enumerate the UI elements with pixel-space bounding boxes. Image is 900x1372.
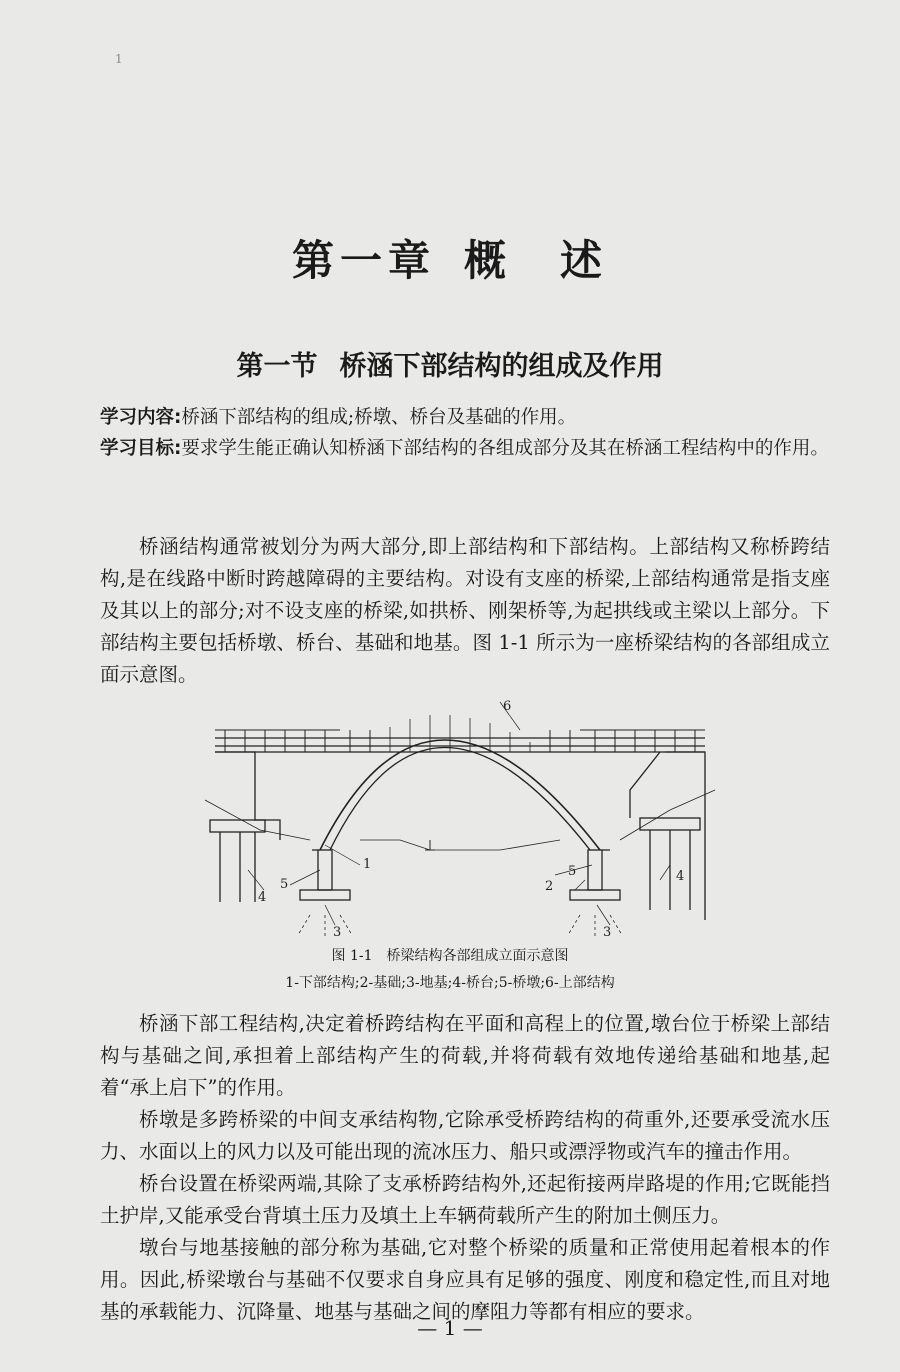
chapter-title xyxy=(0,228,900,288)
soil-hatch xyxy=(298,915,622,937)
study-content xyxy=(100,402,830,433)
chapter-number: 第一章 xyxy=(291,236,436,285)
section-title xyxy=(0,344,900,383)
label-3a: 3 xyxy=(333,925,342,940)
header-mark: 1 xyxy=(115,52,123,66)
deck xyxy=(215,738,705,752)
paragraph: 桥涵下部工程结构,决定着桥跨结构在平面和高程上的位置,墩台位于桥梁上部结构与基础之间,承担着上部结构产生的荷载,并将荷载有效地传递给基础和地基,起着“承上启下”的作用。 xyxy=(100,1012,830,1099)
label-1: 1 xyxy=(363,857,372,872)
abutments xyxy=(210,752,705,920)
study-goal-label: 学习目标: xyxy=(100,438,182,459)
bridge-elevation-figure xyxy=(200,690,720,940)
paragraph: 桥墩是多跨桥梁的中间支承结构物,它除承受桥跨结构的荷重外,还要承受流水压力、水面以上的风力以及可能出现的流冰压力、船只或漂浮物或汽车的撞击作用。 xyxy=(100,1108,830,1163)
chapter-name: 概 述 xyxy=(464,236,609,285)
paragraph: 墩台与地基接触的部分称为基础,它对整个桥梁的质量和正常使用起着根本的作用。因此,桥梁墩台与基础不仅要求自身应具有足够的强度、刚度和稳定性,而且对地基的承载能力、沉降量、地基与基础之间的摩阻力等都有相应的要求。 xyxy=(100,1236,830,1323)
page-number: — 1 — xyxy=(417,1316,483,1340)
study-content-label: 学习内容: xyxy=(100,407,182,428)
study-goal-text: 要求学生能正确认知桥涵下部结构的各组成部分及其在桥涵工程结构中的作用。 xyxy=(181,438,829,459)
section-name: 桥涵下部结构的组成及作用 xyxy=(339,351,664,382)
figure-caption: 图 1-1 桥梁结构各部组成立面示意图 xyxy=(331,948,569,964)
label-5a: 5 xyxy=(280,877,289,892)
label-2: 2 xyxy=(545,879,554,894)
figure-legend: 1-下部结构;2-基础;3-地基;4-桥台;5-桥墩;6-上部结构 xyxy=(285,975,615,991)
label-5b: 5 xyxy=(568,864,577,879)
label-3b: 3 xyxy=(603,925,612,940)
study-goal xyxy=(100,433,830,464)
arch-inner xyxy=(330,748,590,851)
leader-lines xyxy=(248,702,670,925)
label-4a: 4 xyxy=(258,890,267,905)
paragraph: 桥涵结构通常被划分为两大部分,即上部结构和下部结构。上部结构又称桥跨结构,是在线路中断时跨越障碍的主要结构。对设有支座的桥梁,上部结构通常是指支座及其以上的部分;对不设支座的桥梁,如拱桥、刚架桥等,为起拱线或主梁以上部分。下部结构主要包括桥墩、桥台、基础和地基。图 1-1 所示为一座桥梁结构的各部组成立面示意图。 xyxy=(100,535,830,686)
paragraph: 桥台设置在桥梁两端,其除了支承桥跨结构外,还起衔接两岸路堤的作用;它既能挡土护岸,又能承受台背填土压力及填土上车辆荷载所产生的附加土侧压力。 xyxy=(100,1172,830,1227)
main-arch xyxy=(320,740,600,850)
label-6: 6 xyxy=(503,699,512,714)
ground-line xyxy=(205,790,715,850)
label-4b: 4 xyxy=(676,869,685,884)
study-content-text: 桥涵下部结构的组成;桥墩、桥台及基础的作用。 xyxy=(181,407,577,428)
section-number: 第一节 xyxy=(236,351,318,382)
